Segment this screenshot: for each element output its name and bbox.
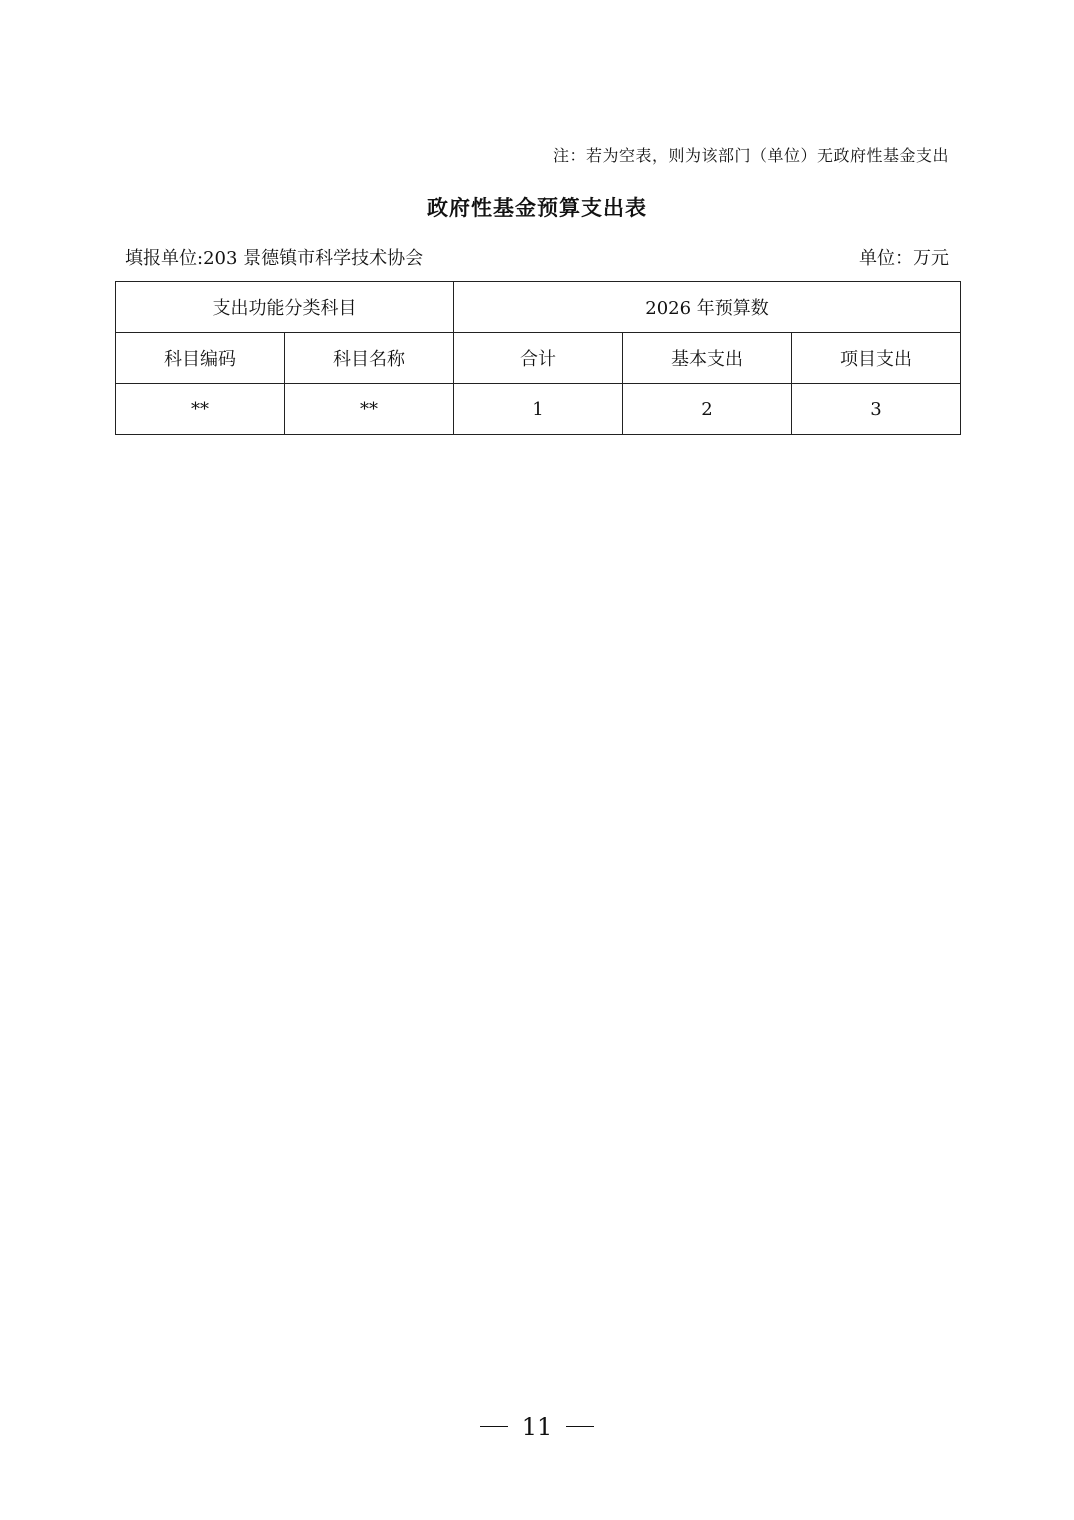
page-number: 11: [521, 1413, 553, 1441]
currency-unit: 单位：万元: [859, 248, 949, 269]
meta-row: [125, 244, 949, 270]
table-row: [116, 384, 961, 435]
header-project-expense: 项目支出: [792, 333, 961, 384]
header-subject-name: 科目名称: [285, 333, 454, 384]
table-cell: **: [285, 384, 454, 435]
header-budget-year: 2026 年预算数: [454, 282, 961, 333]
table-cell: 2: [623, 384, 792, 435]
note-text: 注：若为空表，则为该部门（单位）无政府性基金支出: [552, 146, 949, 165]
table-cell: 1: [454, 384, 623, 435]
budget-table: [115, 281, 961, 435]
header-expense-category: 支出功能分类科目: [116, 282, 454, 333]
page-footer: [0, 1413, 1074, 1441]
table-cell: 3: [792, 384, 961, 435]
table-column-header-row: [116, 333, 961, 384]
dash-left-decoration: [480, 1426, 508, 1427]
dash-right-decoration: [566, 1426, 594, 1427]
header-total: 合计: [454, 333, 623, 384]
filler-unit: 填报单位:203 景德镇市科学技术协会: [125, 248, 424, 269]
header-basic-expense: 基本支出: [623, 333, 792, 384]
table-group-header-row: [116, 282, 961, 333]
page-title: 政府性基金预算支出表: [427, 195, 647, 220]
table-cell: **: [116, 384, 285, 435]
header-subject-code: 科目编码: [116, 333, 285, 384]
